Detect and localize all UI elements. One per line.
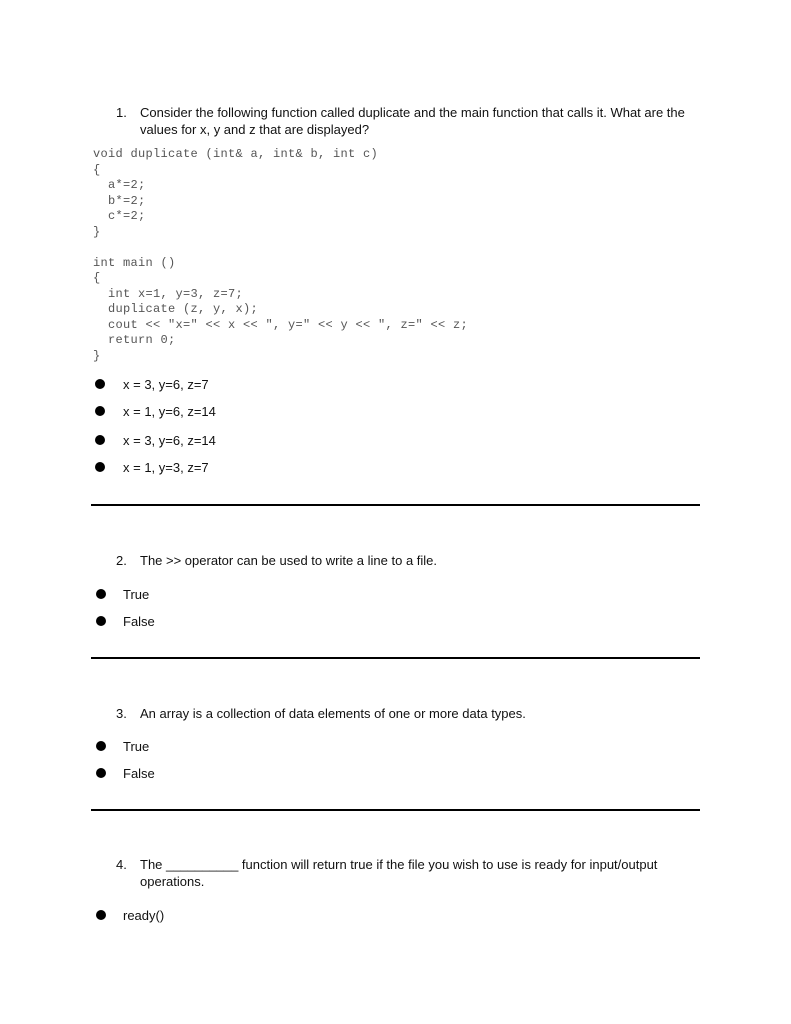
question-3 (116, 705, 696, 722)
answer-option[interactable] (95, 375, 209, 393)
answer-option[interactable] (95, 458, 209, 476)
answer-label: ready() (123, 907, 165, 923)
answer-option[interactable] (96, 906, 164, 924)
question-number: 1. (116, 105, 127, 120)
question-number: 4. (116, 857, 127, 872)
answer-label: True (123, 586, 150, 602)
bullet-icon (96, 741, 106, 751)
bullet-icon (95, 462, 105, 472)
question-number: 3. (116, 706, 127, 721)
bullet-icon (96, 616, 106, 626)
question-2 (116, 552, 696, 569)
answer-label: False (123, 765, 155, 781)
answer-label: x = 3, y=6, z=14 (123, 432, 216, 448)
question-text: The __________ function will return true if the file you wish to use is ready for input/output operations. (140, 857, 658, 889)
code-block: void duplicate (int& a, int& b, int c) { a*=2; b*=2; c*=2; } int main () { int x=1, y=3, z=7; duplicate (z, y, x); cout << "x=" << x << ", y=" << y << ", z=" << z; return 0; } (93, 147, 469, 363)
divider (91, 809, 700, 811)
answer-label: True (123, 738, 150, 754)
answer-option-true[interactable] (96, 585, 149, 603)
question-text: Consider the following function called duplicate and the main function that calls it. What are the values for x, y and z that are displayed? (140, 105, 685, 137)
answer-label: x = 1, y=3, z=7 (123, 459, 209, 475)
bullet-icon (95, 406, 105, 416)
bullet-icon (96, 910, 106, 920)
bullet-icon (96, 589, 106, 599)
answer-option-false[interactable] (96, 612, 155, 630)
bullet-icon (96, 768, 106, 778)
bullet-icon (95, 435, 105, 445)
bullet-icon (95, 379, 105, 389)
question-number: 2. (116, 553, 127, 568)
question-text: The >> operator can be used to write a line to a file. (140, 553, 438, 568)
answer-option[interactable] (95, 431, 216, 449)
answer-option-false[interactable] (96, 764, 155, 782)
question-4 (116, 856, 696, 890)
answer-option[interactable] (95, 402, 216, 420)
divider (91, 657, 700, 659)
question-text: An array is a collection of data elements of one or more data types. (140, 706, 526, 721)
answer-option-true[interactable] (96, 737, 149, 755)
answer-label: x = 3, y=6, z=7 (123, 376, 209, 392)
answer-label: x = 1, y=6, z=14 (123, 403, 216, 419)
answer-label: False (123, 613, 155, 629)
question-1 (116, 104, 696, 138)
divider (91, 504, 700, 506)
